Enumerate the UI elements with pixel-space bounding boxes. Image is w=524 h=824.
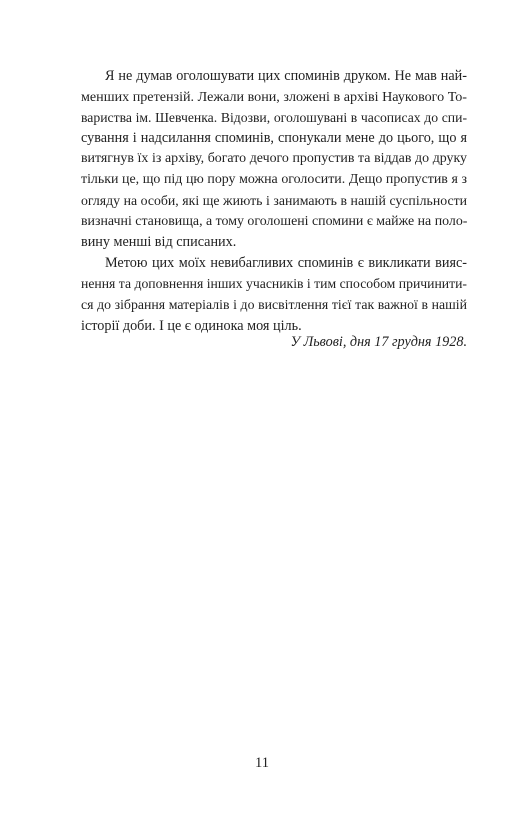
text-line: вину менші від списаних. bbox=[81, 234, 237, 251]
page-number: 11 bbox=[255, 755, 269, 771]
text-line: нення та доповнення інших учасників і тим способом причинити- bbox=[81, 275, 467, 291]
text-line: визначні становища, а тому оголошені спомини є майже на поло- bbox=[81, 213, 468, 229]
text-line: ся до зібрання матеріалів і до висвітлення тієї так важної в нашій bbox=[81, 296, 467, 312]
paragraph-2 bbox=[57, 253, 467, 336]
text-line: вариства ім. Шевченка. Відозви, оголошувані в часописах до спи- bbox=[81, 109, 467, 125]
text-line: менших претензій. Лежали вони, зложені в архіві Наукового То- bbox=[81, 88, 467, 105]
text-line: огляду на особи, які ще жиють і занимають в нашій суспільности bbox=[81, 192, 467, 208]
text-line: сування і надсилання споминів, спонукали мене до цього, що я bbox=[81, 130, 467, 147]
text-line: історії доби. І це є одинока моя ціль. bbox=[81, 317, 302, 334]
text-line: тільки це, що під цю пору можна оголосити. Дещо пропустив я з bbox=[81, 171, 467, 187]
text-line: Я не думав оголошувати цих споминів друком. Не мав най- bbox=[105, 68, 467, 84]
text-line: Метою цих моїх невибагливих споминів є викликати вияс- bbox=[105, 255, 467, 272]
paragraph-1 bbox=[57, 66, 467, 253]
signature-date: У Львові, дня 17 грудня 1928. bbox=[290, 334, 467, 350]
body-text bbox=[57, 66, 467, 336]
text-line: витягнув їх із архіву, богато дечого пропустив та віддав до друку bbox=[81, 151, 467, 167]
